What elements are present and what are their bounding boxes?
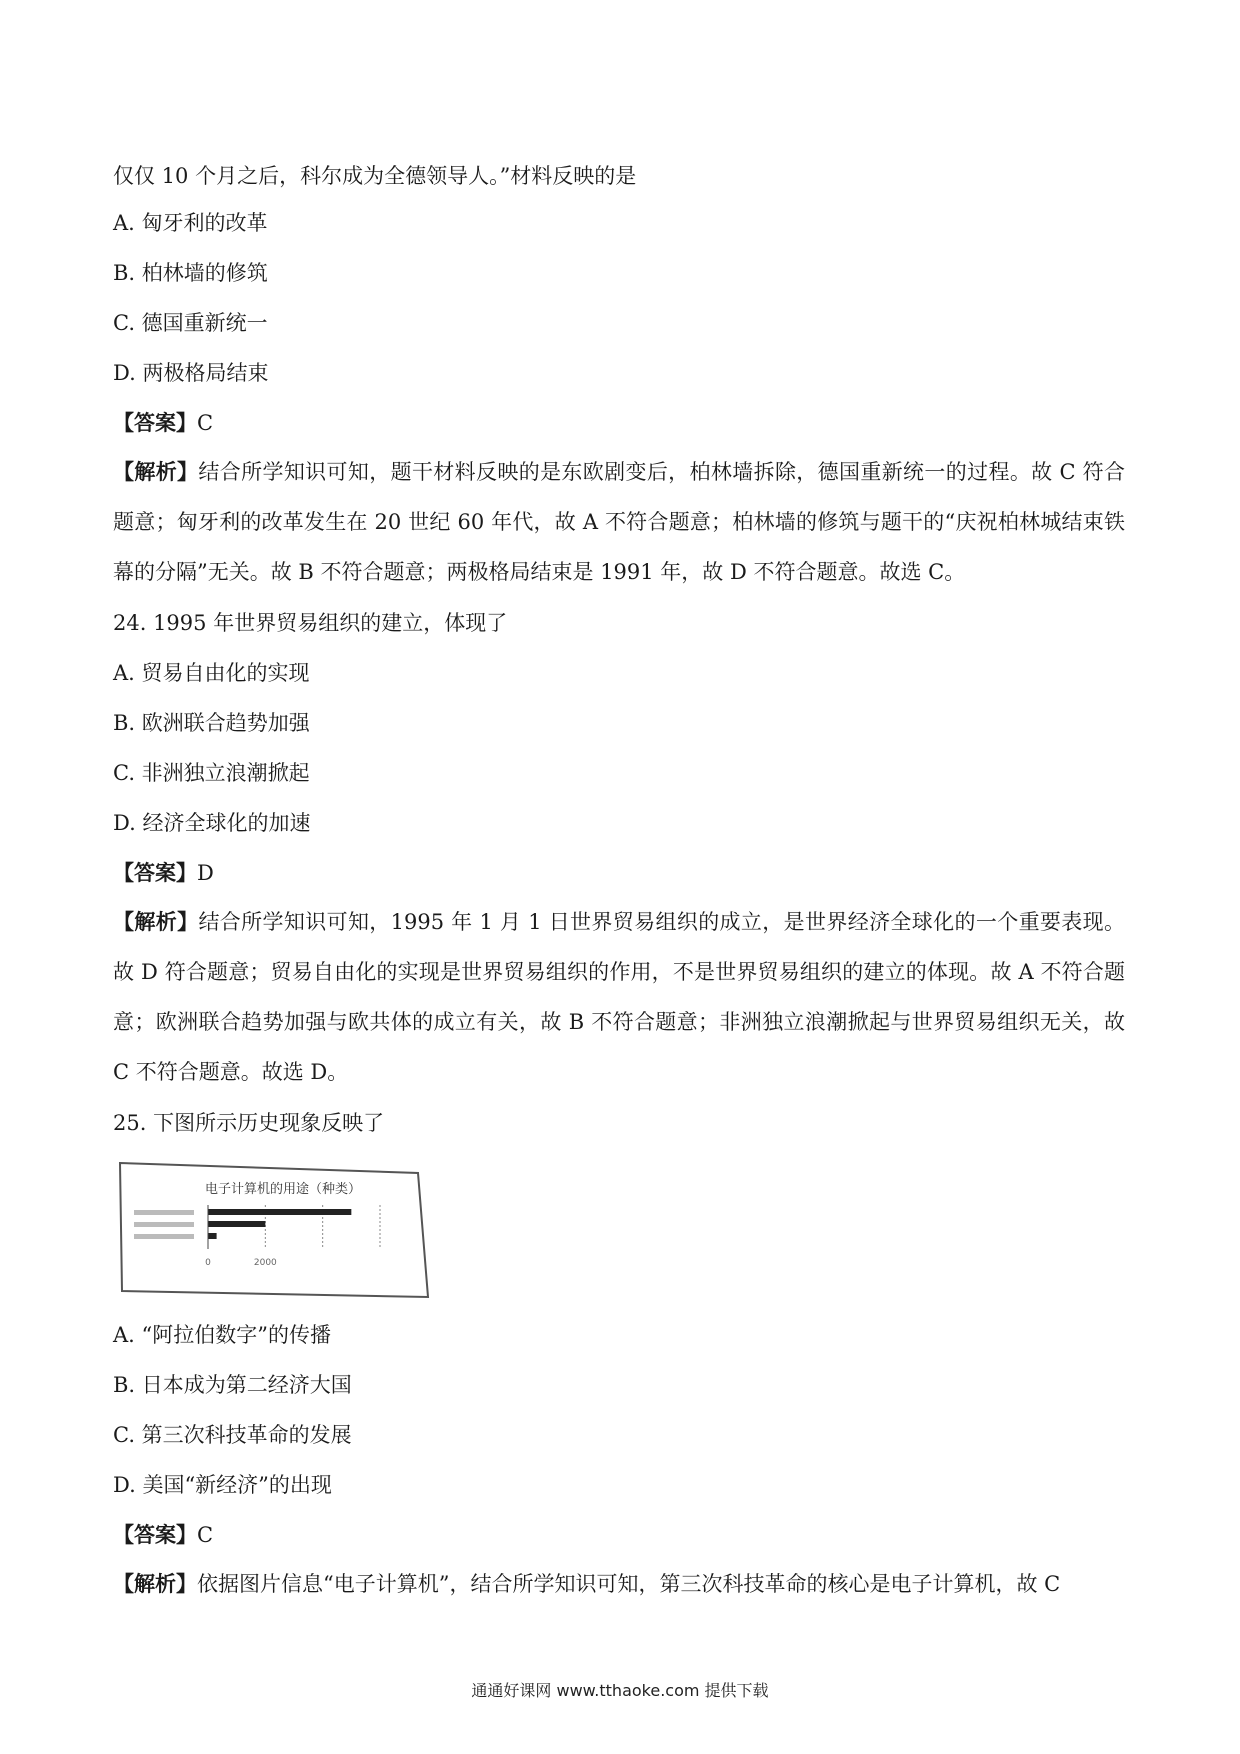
q24-option-a: A. 贸易自由化的实现 <box>113 661 310 685</box>
chart-tick-label: 0 <box>205 1258 211 1268</box>
q25-analysis <box>113 1559 1125 1609</box>
analysis-label: 【解析】 <box>113 459 199 484</box>
q23-option-c: C. 德国重新统一 <box>113 311 268 335</box>
answer-value: C <box>197 411 214 435</box>
q23-analysis <box>113 447 1125 597</box>
q24-stem: 24. 1995 年世界贸易组织的建立，体现了 <box>113 611 508 635</box>
analysis-text: 依据图片信息“电子计算机”，结合所学知识可知，第三次科技革命的核心是电子计算机，故 C <box>197 1572 1061 1596</box>
answer-value: C <box>197 1523 214 1547</box>
q23-stem-tail: 仅仅 10 个月之后，科尔成为全德领导人。”材料反映的是 <box>113 164 637 188</box>
q25-answer <box>113 1522 213 1548</box>
analysis-text: 结合所学知识可知，1995 年 1 月 1 日世界贸易组织的成立，是世界经济全球化的一个重要表现。故 D 符合题意；贸易自由化的实现是世界贸易组织的作用，不是世界贸易组织的建立的体现。故 A 不符合题意；欧洲联合趋势加强与欧共体的成立有关，故 B 不符合题意；非洲独立浪潮掀起与世界贸易组织无关，故 C 不符合题意。故选 D。 <box>113 910 1125 1084</box>
q24-answer <box>113 860 214 886</box>
page-footer: 通通好课网 www.tthaoke.com 提供下载 <box>471 1681 769 1700</box>
chart-tick-label: 2000 <box>253 1258 277 1268</box>
q24-option-b: B. 欧洲联合趋势加强 <box>113 711 310 735</box>
chart-svg <box>118 1159 430 1301</box>
q23-answer <box>113 410 213 436</box>
q24-option-d: D. 经济全球化的加速 <box>113 811 311 835</box>
q25-option-a: A. “阿拉伯数字”的传播 <box>113 1323 331 1347</box>
q24-option-c: C. 非洲独立浪潮掀起 <box>113 761 310 785</box>
chart-bar <box>208 1209 351 1215</box>
q23-option-a: A. 匈牙利的改革 <box>113 211 268 235</box>
chart-category-label <box>134 1222 194 1227</box>
analysis-text: 结合所学知识可知，题干材料反映的是东欧剧变后，柏林墙拆除，德国重新统一的过程。故 C 符合题意；匈牙利的改革发生在 20 世纪 60 年代，故 A 不符合题意；柏林墙的修筑与题干的“庆祝柏林城结束铁幕的分隔”无关。故 B 不符合题意；两极格局结束是 1991 年，故 D 不符合题意。故选 C。 <box>113 460 1126 584</box>
q24-analysis <box>113 897 1125 1097</box>
q25-option-c: C. 第三次科技革命的发展 <box>113 1423 352 1447</box>
chart-category-label <box>134 1210 194 1215</box>
q25-option-d: D. 美国“新经济”的出现 <box>113 1473 332 1497</box>
answer-label: 【答案】 <box>113 1522 197 1547</box>
q25-option-b: B. 日本成为第二经济大国 <box>113 1373 352 1397</box>
q23-option-d: D. 两极格局结束 <box>113 361 269 385</box>
chart-bar <box>208 1221 265 1227</box>
answer-label: 【答案】 <box>113 410 197 435</box>
chart-category-label <box>134 1234 194 1239</box>
chart-bar <box>208 1233 217 1239</box>
answer-label: 【答案】 <box>113 860 197 885</box>
answer-value: D <box>197 861 214 885</box>
q23-option-b: B. 柏林墙的修筑 <box>113 261 268 285</box>
q25-stem: 25. 下图所示历史现象反映了 <box>113 1111 385 1135</box>
computer-usage-chart <box>118 1159 430 1301</box>
analysis-label: 【解析】 <box>113 1571 197 1596</box>
analysis-label: 【解析】 <box>113 909 199 934</box>
chart-title: 电子计算机的用途（种类） <box>204 1182 362 1197</box>
